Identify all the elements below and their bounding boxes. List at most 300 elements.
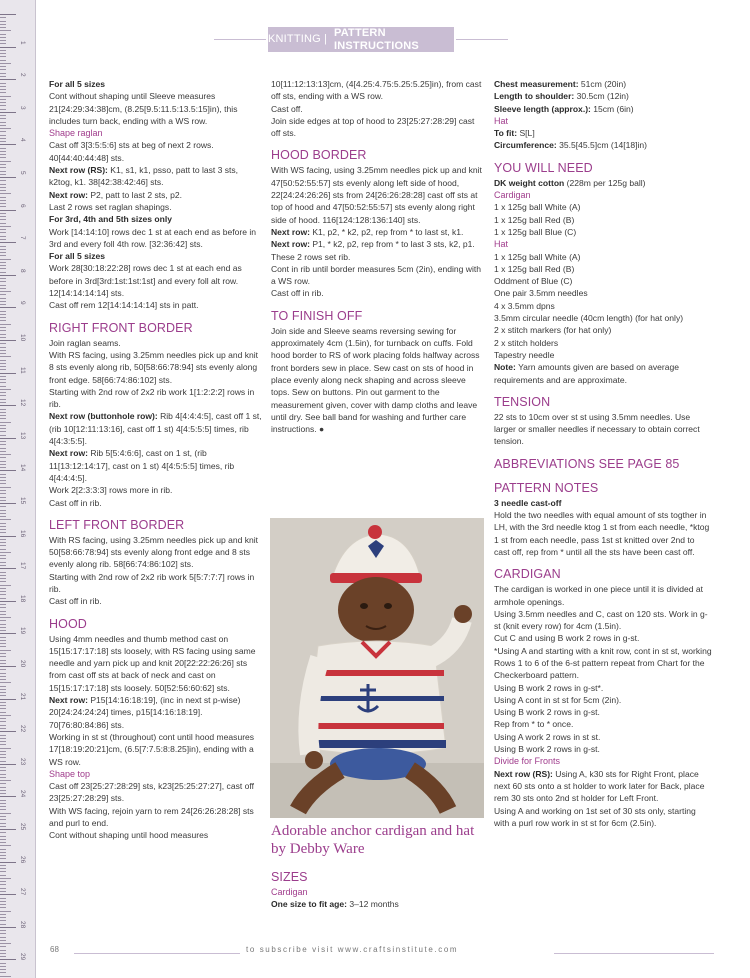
section-heading: PATTERN NOTES (494, 480, 599, 495)
ruler-tick (0, 382, 6, 383)
ruler-tick (0, 669, 6, 670)
ruler-tick (0, 115, 6, 116)
ruler-tick (0, 327, 6, 328)
ruler-tick (0, 216, 6, 217)
baby-photo (270, 518, 484, 818)
row-text: 30.5cm (12in) (574, 91, 629, 102)
ruler-tick (0, 966, 6, 967)
ruler-tick (0, 487, 11, 488)
paragraph: Cut C and using B work 2 rows in g-st. (494, 633, 640, 644)
ruler-tick (0, 721, 6, 722)
paragraph: The cardigan is worked in one piece until it is divided at armhole openings. (494, 584, 704, 607)
paragraph: 1 x 125g ball Red (B) (494, 263, 575, 274)
measuring-ruler (0, 0, 36, 978)
ruler-number: 27 (19, 888, 26, 896)
paragraph: With RS facing, using 3.25mm needles pick up and knit 50[58:66:78:94] sts evenly along front edge and 8 sts evenly along rib. 58[66:74:86:102] sts. (49, 534, 259, 570)
ruler-tick (0, 953, 6, 954)
row-label: Sleeve length (approx.): (494, 103, 591, 114)
ruler-tick (0, 21, 6, 22)
ruler-tick (0, 425, 6, 426)
ruler-tick (0, 444, 6, 445)
instruction-row (494, 177, 712, 189)
ruler-tick (0, 83, 6, 84)
ruler-tick (0, 604, 6, 605)
ruler-tick (0, 823, 6, 824)
paragraph: Starting with 2nd row of 2x2 rib work 5[5:7:7:7] rows in rib. (49, 571, 255, 594)
ruler-tick (0, 532, 6, 533)
section-heading: LEFT FRONT BORDER (49, 517, 185, 532)
ruler-tick (0, 800, 6, 801)
ruler-tick (0, 190, 6, 191)
row-text: Using A, k30 sts for Right Front, place next 60 sts onto a st holder to work later for Back, place rem 30 sts onto 2nd st holder for Left Front. (494, 768, 705, 804)
ruler-tick (0, 47, 16, 48)
ruler-number: 11 (19, 366, 26, 374)
ruler-tick (0, 607, 6, 608)
row-text: P2, patt to last 2 sts, p2. (87, 189, 183, 200)
ruler-tick (0, 73, 6, 74)
ruler-number: 6 (19, 203, 26, 208)
ruler-number: 18 (19, 594, 26, 603)
instruction-row (494, 139, 712, 151)
ruler-tick (0, 389, 11, 390)
ruler-number: 23 (19, 757, 26, 766)
row-label: Next row: (49, 189, 88, 200)
ruler-tick (0, 340, 16, 341)
ruler-tick (0, 128, 11, 129)
ruler-tick (0, 813, 11, 814)
ruler-tick (0, 969, 6, 970)
ruler-tick (0, 519, 11, 520)
ruler-tick (0, 317, 6, 318)
row-label: To fit: (494, 128, 518, 139)
ruler-number: 13 (19, 431, 26, 440)
ruler-tick (0, 855, 6, 856)
row-text: 35.5[45.5]cm (14[18]in) (556, 140, 647, 151)
instruction-row (494, 90, 712, 102)
ruler-tick (0, 868, 6, 869)
ruler-tick (0, 630, 6, 631)
subheading: Divide for Fronts (494, 756, 561, 767)
ruler-tick (0, 490, 6, 491)
ruler-tick (0, 477, 6, 478)
instruction-row (49, 694, 263, 731)
row-text: P1, * k2, p2, rep from * to last 3 sts, k2, p1. (309, 239, 475, 250)
ruler-number: 20 (19, 660, 26, 668)
paragraph: 3.5mm circular needle (40cm length) (for hat only) (494, 313, 684, 324)
ruler-tick (0, 585, 11, 586)
ruler-tick (0, 806, 6, 807)
lead-line: For all 5 sizes (49, 79, 106, 89)
ruler-tick (0, 43, 6, 44)
ruler-tick (0, 735, 6, 736)
ruler-tick (0, 298, 6, 299)
ruler-tick (0, 262, 6, 263)
ruler-tick (0, 666, 16, 667)
photo-caption: Adorable anchor cardigan and hat by Debby Ware (271, 823, 475, 857)
ruler-tick (0, 744, 6, 745)
ruler-tick (0, 272, 6, 273)
lead-line: 3 needle cast-off (494, 497, 562, 508)
ruler-tick (0, 503, 16, 504)
paragraph: Last 2 rows set raglan shapings. (49, 201, 172, 212)
ruler-tick (0, 770, 6, 771)
ruler-tick (0, 594, 6, 595)
column-2 (271, 78, 483, 435)
ruler-tick (0, 154, 6, 155)
row-label: Next row (buttonhole row): (49, 411, 158, 422)
ruler-tick (0, 151, 6, 152)
row-text: Rib 4[4:4:4:5], cast off 1 st, (rib 10[12:11:13:16], cast off 1 st) 4[4:5:5:5] times, rib 4[4:3:5:5]. (49, 411, 262, 447)
ruler-tick (0, 255, 6, 256)
ruler-tick (0, 842, 6, 843)
ruler-tick (0, 268, 6, 269)
ruler-number: 17 (19, 562, 26, 570)
ruler-tick (0, 213, 6, 214)
ruler-tick (0, 780, 11, 781)
ruler-number: 3 (19, 105, 26, 110)
ruler-tick (0, 200, 6, 201)
ruler-number: 8 (19, 268, 26, 273)
page-number: 68 (50, 945, 59, 954)
section-heading: HOOD BORDER (271, 148, 367, 163)
ruler-tick (0, 353, 6, 354)
ruler-tick (0, 500, 6, 501)
ruler-tick (0, 304, 6, 305)
row-text: K1, s1, k1, psso, patt to last 3 sts, k2tog, k1. 38[42:38:42:46] sts. (49, 165, 239, 188)
section-label: KNITTING (268, 33, 321, 46)
ruler-tick (0, 422, 11, 423)
paragraph: Hold the two needles with equal amount of sts togther in LH, with the 3rd needle ktog 1 st from each needle, *ktog 1 st from each needle, pass 1st st knitted over 2nd to cast off, rep from * until all the sts have been cast off. (494, 510, 710, 557)
ruler-tick (0, 920, 6, 921)
paragraph: Using 3.5mm needles and C, cast on 120 sts. Work in g-st (knit every row) for 4cm (1.5in). (494, 608, 708, 632)
ruler-number: 24 (19, 790, 26, 798)
row-label: Chest measurement: (494, 79, 579, 89)
ruler-tick (0, 347, 6, 348)
ruler-tick (0, 539, 6, 540)
ruler-tick (0, 141, 6, 142)
paragraph: Using B work 2 rows in g-st*. (494, 682, 604, 693)
ruler-tick (0, 135, 6, 136)
ruler-tick (0, 513, 6, 514)
ruler-tick (0, 294, 6, 295)
ruler-tick (0, 682, 11, 683)
ruler-tick (0, 796, 16, 797)
paragraph: Cont in rib until border measures 5cm (2in), ending with a WS row. (271, 263, 481, 287)
paragraph: Using 4mm needles and thumb method cast on 15[15:17:17:18] sts loosely, with RS facing using same needle and yarn pick up and knit 20[22:22:26:26] sts from cast off sts at back of neck and cast on 15[15:17:17:18] sts loosely. 50[52:56:60:62] sts. (49, 633, 256, 693)
ruler-tick (0, 832, 6, 833)
ruler-number: 29 (19, 953, 26, 961)
ruler-tick (0, 914, 6, 915)
ruler-tick (0, 754, 6, 755)
ruler-tick (0, 627, 6, 628)
row-text: Yarn amounts given are based on average requirements and are approximate. (494, 362, 679, 385)
ruler-number: 19 (19, 627, 26, 635)
paragraph: 10[11:12:13:13]cm, (4[4.25:4.75:5.25:5.25]in), from cast off sts, ending with a WS row. (271, 79, 482, 102)
ruler-tick (0, 598, 6, 599)
ruler-tick (0, 871, 6, 872)
ruler-tick (0, 356, 11, 357)
instruction-row (271, 226, 483, 238)
ruler-tick (0, 467, 6, 468)
ruler-tick (0, 845, 11, 846)
paragraph: Cast off in rib. (49, 497, 102, 508)
ruler-tick (0, 646, 6, 647)
row-text: P15[14:16:18:19], (inc in next st p-wise) 20[24:24:24:24] times, p15[14:16:18:19]. 70[76:80:84:86] sts. (49, 695, 241, 730)
paragraph: Join side and Sleeve seams reversing sewing for approximately 4cm (1.5in), for turnback on cuffs. Fold hood border to RS of work placing folds halfway across front borders sew in place. Sew cast on sts of hood in place evenly along neck shaping and across sleeve tops. Sew on buttons. Pin out garment to the measurement given, cover with damp cloths and leave until dry. See ball band for washing and further care instructions. ● (271, 325, 480, 435)
ruler-tick (0, 793, 6, 794)
ruler-tick (0, 252, 6, 253)
ruler-number: 15 (19, 497, 26, 505)
sizes-section (271, 870, 483, 911)
row-text: 15cm (6in) (590, 103, 634, 114)
ruler-tick (0, 89, 6, 90)
ruler-tick (0, 783, 6, 784)
subscribe-footer: to subscribe visit www.craftsinstitute.com (246, 945, 459, 954)
paragraph: Cast off 23[25:27:28:29] sts, k23[25:25:27:27], cast off 23[25:27:28:29] sts. (49, 781, 254, 804)
ruler-tick (0, 239, 6, 240)
ruler-tick (0, 184, 6, 185)
subheading: Shape raglan (49, 128, 103, 139)
ruler-tick (0, 281, 6, 282)
ruler-tick (0, 171, 6, 172)
ruler-tick (0, 157, 6, 158)
ruler-tick (0, 692, 6, 693)
ruler-tick (0, 369, 6, 370)
ruler-tick (0, 360, 6, 361)
ruler-tick (0, 330, 6, 331)
ruler-tick (0, 402, 6, 403)
ruler-tick (0, 862, 16, 863)
paragraph: With WS facing, using 3.25mm needles pick up and knit 47[50:52:55:57] sts evenly along left side of hood, 22[24:24:26:26] sts from 24[26:26:28:28] cast off sts at top of hood and 47[50:52:55:57] sts evenly along right side of hood. 116[124:128:136:140] sts. (271, 165, 482, 225)
instruction-row (494, 361, 712, 386)
ruler-tick (0, 366, 6, 367)
ruler-tick (0, 379, 6, 380)
ruler-tick (0, 431, 6, 432)
ruler-tick (0, 307, 16, 308)
ruler-tick (0, 470, 16, 471)
row-text: S[L] (517, 128, 535, 139)
paragraph: Work 28[30:18:22:28] rows dec 1 st at each end as before in 3rd[3rd:1st:1st:1st] and every foll alt row. 12[14:14:14:14] sts. (49, 263, 242, 299)
ruler-tick (0, 246, 6, 247)
paragraph: Using B work 2 rows in g-st. (494, 744, 600, 755)
ruler-tick (0, 386, 6, 387)
paragraph: Cast off in rib. (271, 288, 324, 299)
ruler-number: 1 (19, 40, 26, 45)
ruler-tick (0, 428, 6, 429)
ruler-tick (0, 699, 16, 700)
ruler-number: 28 (19, 920, 26, 929)
subheading: Hat (494, 239, 509, 250)
ruler-tick (0, 875, 6, 876)
instruction-row (494, 103, 712, 115)
ruler-tick (0, 819, 6, 820)
ruler-tick (0, 497, 6, 498)
paragraph: These 2 rows set rib. (271, 251, 351, 262)
ruler-tick (0, 79, 16, 80)
ruler-tick (0, 109, 6, 110)
ruler-tick (0, 575, 6, 576)
ruler-tick (0, 555, 6, 556)
ruler-tick (0, 572, 6, 573)
ruler-tick (0, 242, 16, 243)
ruler-tick (0, 581, 6, 582)
ruler-tick (0, 180, 6, 181)
ruler-tick (0, 911, 11, 912)
instruction-row (494, 78, 712, 90)
ruler-tick (0, 552, 11, 553)
paragraph: Using A cont in st st for 5cm (2in). (494, 694, 622, 705)
row-text: 51cm (20in) (578, 79, 627, 89)
paragraph: Cont without shaping until hood measures (49, 830, 209, 841)
ruler-tick (0, 483, 6, 484)
ruler-tick (0, 92, 6, 93)
ruler-tick (0, 395, 6, 396)
ruler-tick (0, 558, 6, 559)
ruler-tick (0, 112, 16, 113)
ruler-tick (0, 285, 6, 286)
ruler-tick (0, 510, 6, 511)
ruler-tick (0, 187, 6, 188)
ruler-tick (0, 66, 6, 67)
ruler-tick (0, 226, 11, 227)
ruler-number: 5 (19, 171, 26, 175)
section-heading: HOOD (49, 616, 87, 631)
ruler-number: 25 (19, 823, 26, 831)
paragraph: Cast off in rib. (49, 596, 102, 607)
ruler-tick (0, 764, 16, 765)
ruler-tick (0, 131, 6, 132)
ruler-tick (0, 167, 6, 168)
ruler-tick (0, 516, 6, 517)
ruler-tick (0, 536, 16, 537)
ruler-tick (0, 888, 6, 889)
ruler-tick (0, 767, 6, 768)
ruler-tick (0, 614, 6, 615)
ruler-tick (0, 972, 6, 973)
lead-line: For all 5 sizes (49, 251, 106, 262)
ruler-tick (0, 715, 11, 716)
ruler-tick (0, 963, 6, 964)
paragraph: 4 x 3.5mm dpns (494, 300, 555, 311)
ruler-tick (0, 568, 16, 569)
ruler-tick (0, 99, 6, 100)
ruler-tick (0, 265, 6, 266)
ruler-tick (0, 415, 6, 416)
ruler-tick (0, 643, 6, 644)
ruler-tick (0, 76, 6, 77)
ruler-tick (0, 206, 6, 207)
ruler-tick (0, 53, 6, 54)
ruler-tick (0, 102, 6, 103)
ruler-tick (0, 17, 6, 18)
ruler-tick (0, 412, 6, 413)
ruler-tick (0, 712, 6, 713)
ruler-tick (0, 637, 6, 638)
ruler-number: 9 (19, 301, 26, 306)
paragraph: 1 x 125g ball Red (B) (494, 214, 575, 225)
ruler-tick (0, 578, 6, 579)
ruler-tick (0, 373, 16, 374)
section-banner: KNITTING | PATTERN INSTRUCTIONS (268, 27, 454, 52)
ruler-tick (0, 34, 6, 35)
header-rule-left (214, 39, 266, 40)
paragraph: Work [14:14:10] rows dec 1 st at each end as before in 3rd and every foll 4th row. [32:36:42] sts. (49, 226, 256, 249)
section-heading: CARDIGAN (494, 567, 561, 582)
header-rule-right (456, 39, 508, 40)
ruler-tick (0, 40, 6, 41)
subheading: Cardigan (494, 190, 531, 201)
ruler-tick (0, 288, 6, 289)
ruler-tick (0, 441, 6, 442)
ruler-tick (0, 418, 6, 419)
footer-rule-right (554, 953, 714, 954)
ruler-tick (0, 858, 6, 859)
ruler-tick (0, 337, 6, 338)
paragraph: One pair 3.5mm needles (494, 288, 588, 299)
ruler-tick (0, 259, 11, 260)
row-text: (228m per 125g ball) (564, 177, 646, 188)
ruler-tick (0, 506, 6, 507)
ruler-tick (0, 891, 6, 892)
ruler-tick (0, 790, 6, 791)
ruler-tick (0, 708, 6, 709)
ruler-tick (0, 917, 6, 918)
ruler-tick (0, 122, 6, 123)
ruler-tick (0, 611, 6, 612)
ruler-tick (0, 679, 6, 680)
ruler-tick (0, 620, 6, 621)
paragraph: Cast off. (271, 103, 303, 114)
ruler-tick (0, 291, 11, 292)
instruction-row (49, 447, 263, 484)
paragraph: With WS facing, rejoin yarn to rem 24[26:26:28:28] sts and purl to end. (49, 805, 254, 829)
ruler-tick (0, 836, 6, 837)
ruler-tick (0, 852, 6, 853)
ruler-tick (0, 849, 6, 850)
ruler-tick (0, 731, 16, 732)
ruler-tick (0, 725, 6, 726)
ruler-tick (0, 757, 6, 758)
ruler-tick (0, 229, 6, 230)
instruction-row (49, 164, 263, 189)
paragraph: Starting with 2nd row of 2x2 rib work 1[1:2:2:2] rows in rib. (49, 386, 255, 410)
row-label: Next row: (49, 448, 88, 459)
ruler-tick (0, 311, 6, 312)
ruler-tick (0, 278, 6, 279)
ruler-tick (0, 741, 6, 742)
ruler-tick (0, 174, 6, 175)
ruler-tick (0, 148, 6, 149)
ruler-number: 10 (19, 334, 26, 342)
ruler-tick (0, 653, 6, 654)
ruler-tick (0, 197, 6, 198)
ruler-tick (0, 30, 11, 31)
ruler-tick (0, 164, 6, 165)
ruler-tick (0, 236, 6, 237)
ruler-number: 16 (19, 529, 26, 537)
ruler-tick (0, 144, 16, 145)
ruler-tick (0, 956, 6, 957)
ruler-number: 21 (19, 692, 26, 700)
ruler-number: 2 (19, 73, 26, 77)
ruler-tick (0, 177, 16, 178)
ruler-tick (0, 673, 6, 674)
ruler-tick (0, 448, 6, 449)
ruler-tick (0, 689, 6, 690)
row-label: Next row (RS): (49, 165, 108, 176)
instruction-row (49, 189, 263, 201)
ruler-tick (0, 193, 11, 194)
